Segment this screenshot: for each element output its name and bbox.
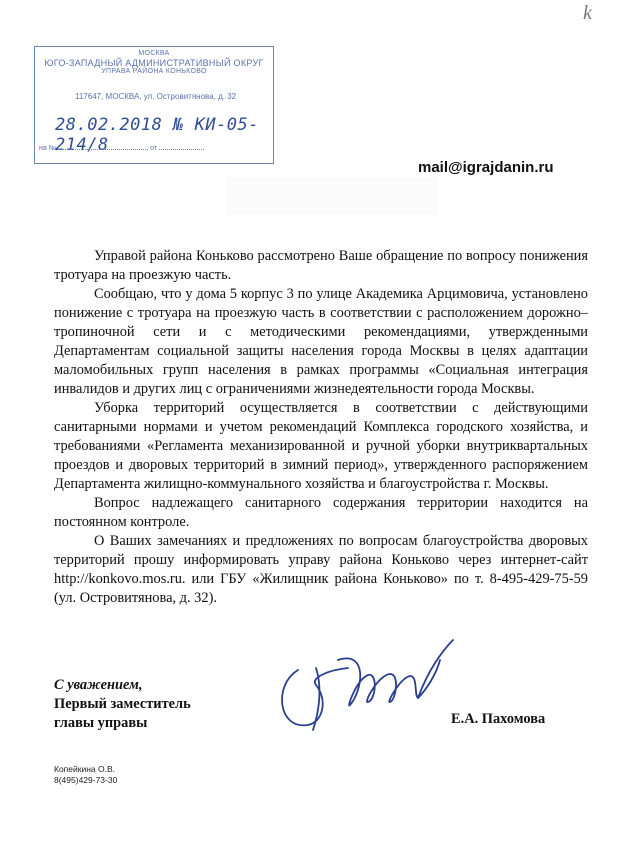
executor-phone: 8(495)429-73-30 [54, 775, 118, 785]
stamp-number: КИ-05-214/8 [55, 115, 260, 155]
executor-info [54, 764, 117, 786]
recipient-email: mail@igrajdanin.ru [418, 159, 554, 176]
stamp-na-label: на № [39, 145, 57, 152]
stamp-authority: УПРАВА РАЙОНА КОНЬКОВО [101, 68, 207, 75]
paragraph: Уборка территорий осуществляется в соответствии с действующими санитарными нормами и учетом рекомендаций Комплекса городского хозяйства, и требованиями «Регламента механизированной и ручной уборки внутриквартальных проездов и дворовых территорий в зимний период», утвержденного распоряжением Департамента жилищно-коммунального хозяйства и благоустройства г. Москвы. [54, 400, 588, 492]
stamp-district: ЮГО-ЗАПАДНЫЙ АДМИНИСТРАТИВНЫЙ ОКРУГ [44, 58, 264, 68]
redacted-area [226, 177, 438, 215]
signer-position-line1: Первый заместитель [54, 696, 191, 712]
signer-name: Е.А. Пахомова [451, 711, 546, 727]
paragraph: Управой района Коньково рассмотрено Ваше обращение по вопросу понижения тротуара на проезжую часть. [54, 248, 588, 283]
corner-handwritten-mark: k [583, 2, 592, 24]
paragraph: Сообщаю, что у дома 5 корпус 3 по улице Академика Арцимовича, установлено понижение с тротуара на проезжую часть в соответствии с расположением дорожно–тропиночной сети и с методическими рекомендациями, утвержденными Департаментам социальной защиты населения города Москвы в целях адаптации маломобильных групп населения в рамках программы «Социальная интеграция инвалидов и других лиц с ограничениями жизнедеятельности города Москвы. [54, 286, 588, 397]
stamp-date: 28.02.2018 [55, 115, 163, 135]
stamp-city: МОСКВА [138, 50, 170, 57]
registration-stamp [34, 46, 274, 164]
handwritten-signature [268, 630, 458, 740]
closing-block [54, 676, 191, 733]
paragraph: Вопрос надлежащего санитарного содержания территории находится на постоянном контроле. [54, 495, 588, 530]
closing-regards: С уважением, [54, 677, 143, 693]
stamp-address: 117647, МОСКВА, ул. Островитянова, д. 32 [75, 92, 237, 101]
paragraph: О Ваших замечаниях и предложениях по вопросам благоустройства дворовых территорий прошу информировать управу района Коньково через интернет-сайт http://konkovo.mos.ru. или ГБУ «Жилищник района Коньково» по т. 8-495-429-75-59 (ул. Островитянова, д. 32). [54, 533, 588, 606]
letter-body [54, 247, 588, 608]
stamp-reference-line [39, 145, 204, 152]
executor-name: Копейкина О.В. [54, 764, 116, 774]
stamp-ot-label: от [150, 145, 158, 152]
stamp-handwritten-registration: 28.02.2018 № КИ-05-214/8 [55, 115, 260, 155]
signer-position-line2: главы управы [54, 715, 148, 731]
